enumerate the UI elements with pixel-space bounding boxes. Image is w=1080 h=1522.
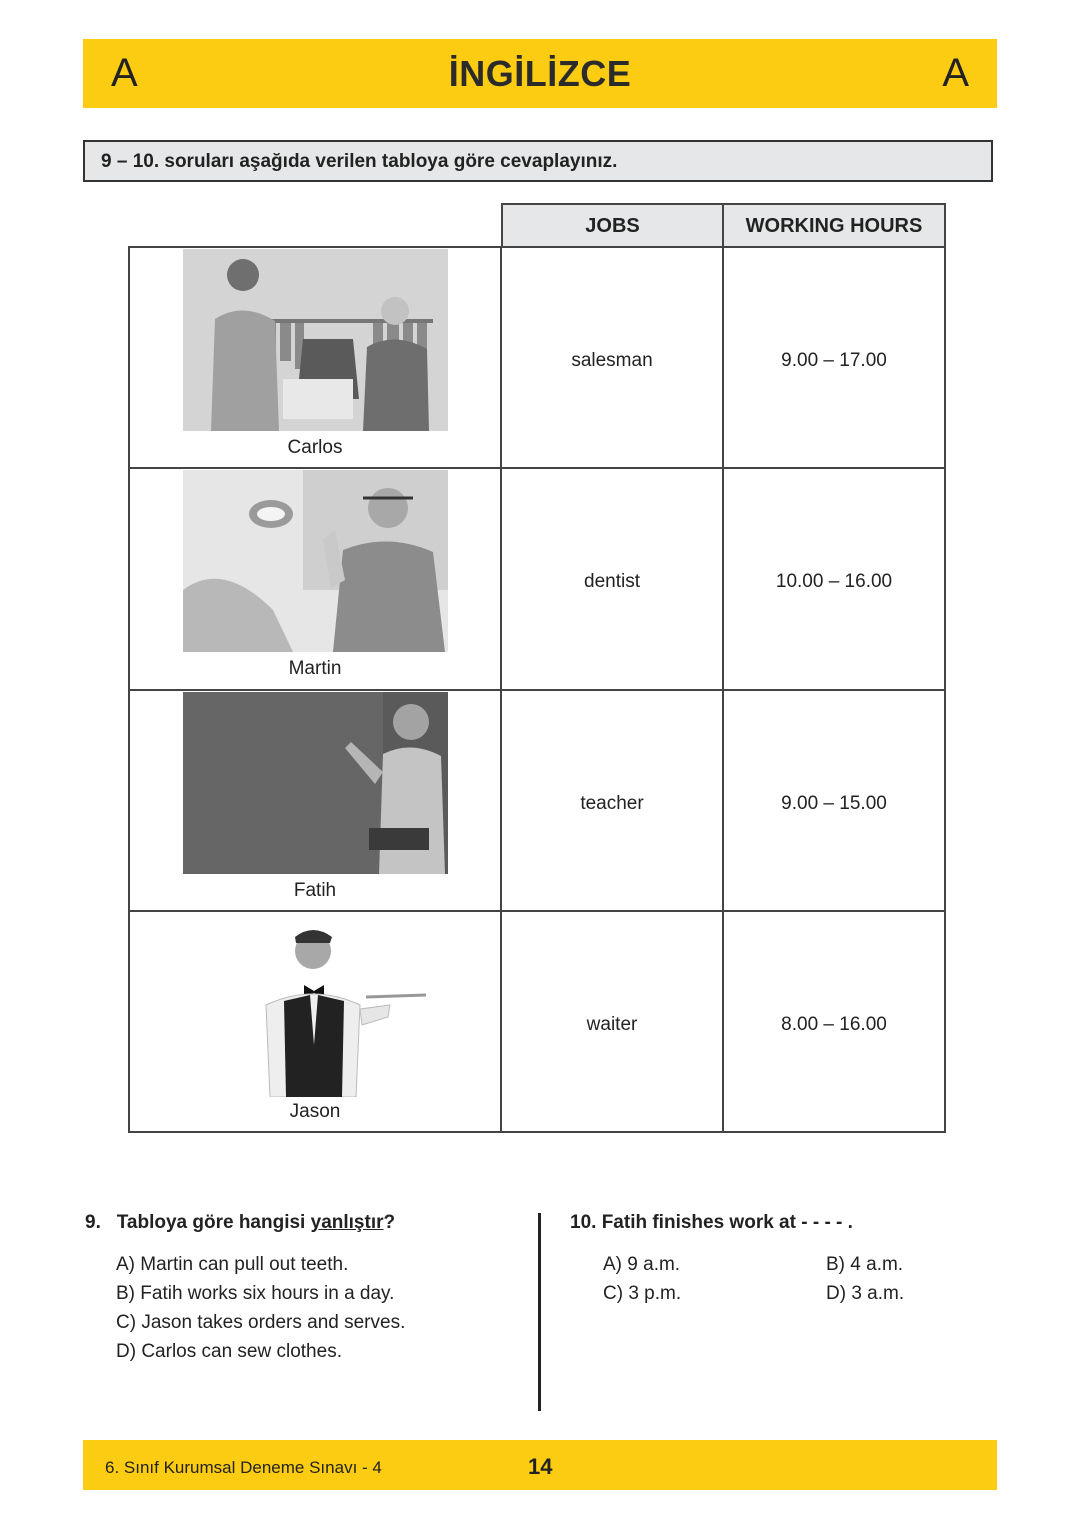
question-10-title: 10. Fatih finishes work at - - - - . <box>570 1212 853 1233</box>
option-c[interactable]: C) 3 p.m. <box>603 1283 682 1304</box>
hours-cell: 9.00 – 17.00 <box>781 350 887 371</box>
photo-waiter <box>240 925 430 1097</box>
job-cell: dentist <box>584 571 640 592</box>
hours-cell: 10.00 – 16.00 <box>775 571 893 592</box>
footer-bar <box>83 1440 997 1490</box>
option-b[interactable]: B) Fatih works six hours in a day. <box>116 1283 395 1304</box>
photo-salesman <box>183 249 448 431</box>
option-c[interactable]: C) Jason takes orders and serves. <box>116 1312 406 1333</box>
question-10 <box>570 1212 990 1234</box>
table-border-left <box>128 246 130 1133</box>
photo-teacher <box>183 692 448 874</box>
table-row-divider <box>128 689 946 691</box>
job-cell: salesman <box>571 350 653 371</box>
option-a[interactable]: A) Martin can pull out teeth. <box>116 1254 349 1275</box>
job-cell: teacher <box>580 793 644 814</box>
page-number: 14 <box>528 1454 553 1479</box>
option-d[interactable]: D) 3 a.m. <box>826 1283 905 1304</box>
option-b[interactable]: B) 4 a.m. <box>826 1254 904 1275</box>
hours-cell: 9.00 – 15.00 <box>781 793 887 814</box>
booklet-letter-right: A <box>942 51 969 95</box>
person-name-fatih: Fatih <box>293 880 337 901</box>
table-header-working-hours: WORKING HOURS <box>722 203 946 248</box>
header-bar <box>83 39 997 108</box>
question-9-options <box>85 1250 525 1366</box>
table-column-divider <box>500 246 502 1133</box>
question-9-title: 9. Tabloya göre hangisi yanlıştır? <box>85 1212 396 1233</box>
question-number: 9. <box>85 1212 101 1233</box>
instruction-box: 9 – 10. soruları aşağıda verilen tabloya göre cevaplayınız. <box>83 140 993 182</box>
table-column-divider <box>722 246 724 1133</box>
photo-dentist <box>183 470 448 652</box>
table-row-divider <box>128 467 946 469</box>
option-d[interactable]: D) Carlos can sew clothes. <box>116 1341 342 1362</box>
person-name-carlos: Carlos <box>287 437 343 458</box>
question-9 <box>85 1212 525 1366</box>
person-name-jason: Jason <box>289 1101 341 1122</box>
column-divider <box>538 1213 541 1411</box>
table-row-divider <box>128 910 946 912</box>
booklet-letter-left: A <box>111 51 138 95</box>
table-border-top <box>128 246 946 248</box>
table-border-bottom <box>128 1131 946 1133</box>
hours-cell: 8.00 – 16.00 <box>781 1014 887 1035</box>
table-header-jobs: JOBS <box>501 203 724 248</box>
job-cell: waiter <box>586 1014 638 1035</box>
option-a[interactable]: A) 9 a.m. <box>603 1254 681 1275</box>
page-title: İNGİLİZCE <box>448 53 632 94</box>
underlined-word: yanlıştır <box>310 1212 384 1233</box>
exam-name: 6. Sınıf Kurumsal Deneme Sınavı - 4 <box>105 1458 382 1477</box>
table-border-right <box>944 246 946 1133</box>
person-name-martin: Martin <box>288 658 342 679</box>
